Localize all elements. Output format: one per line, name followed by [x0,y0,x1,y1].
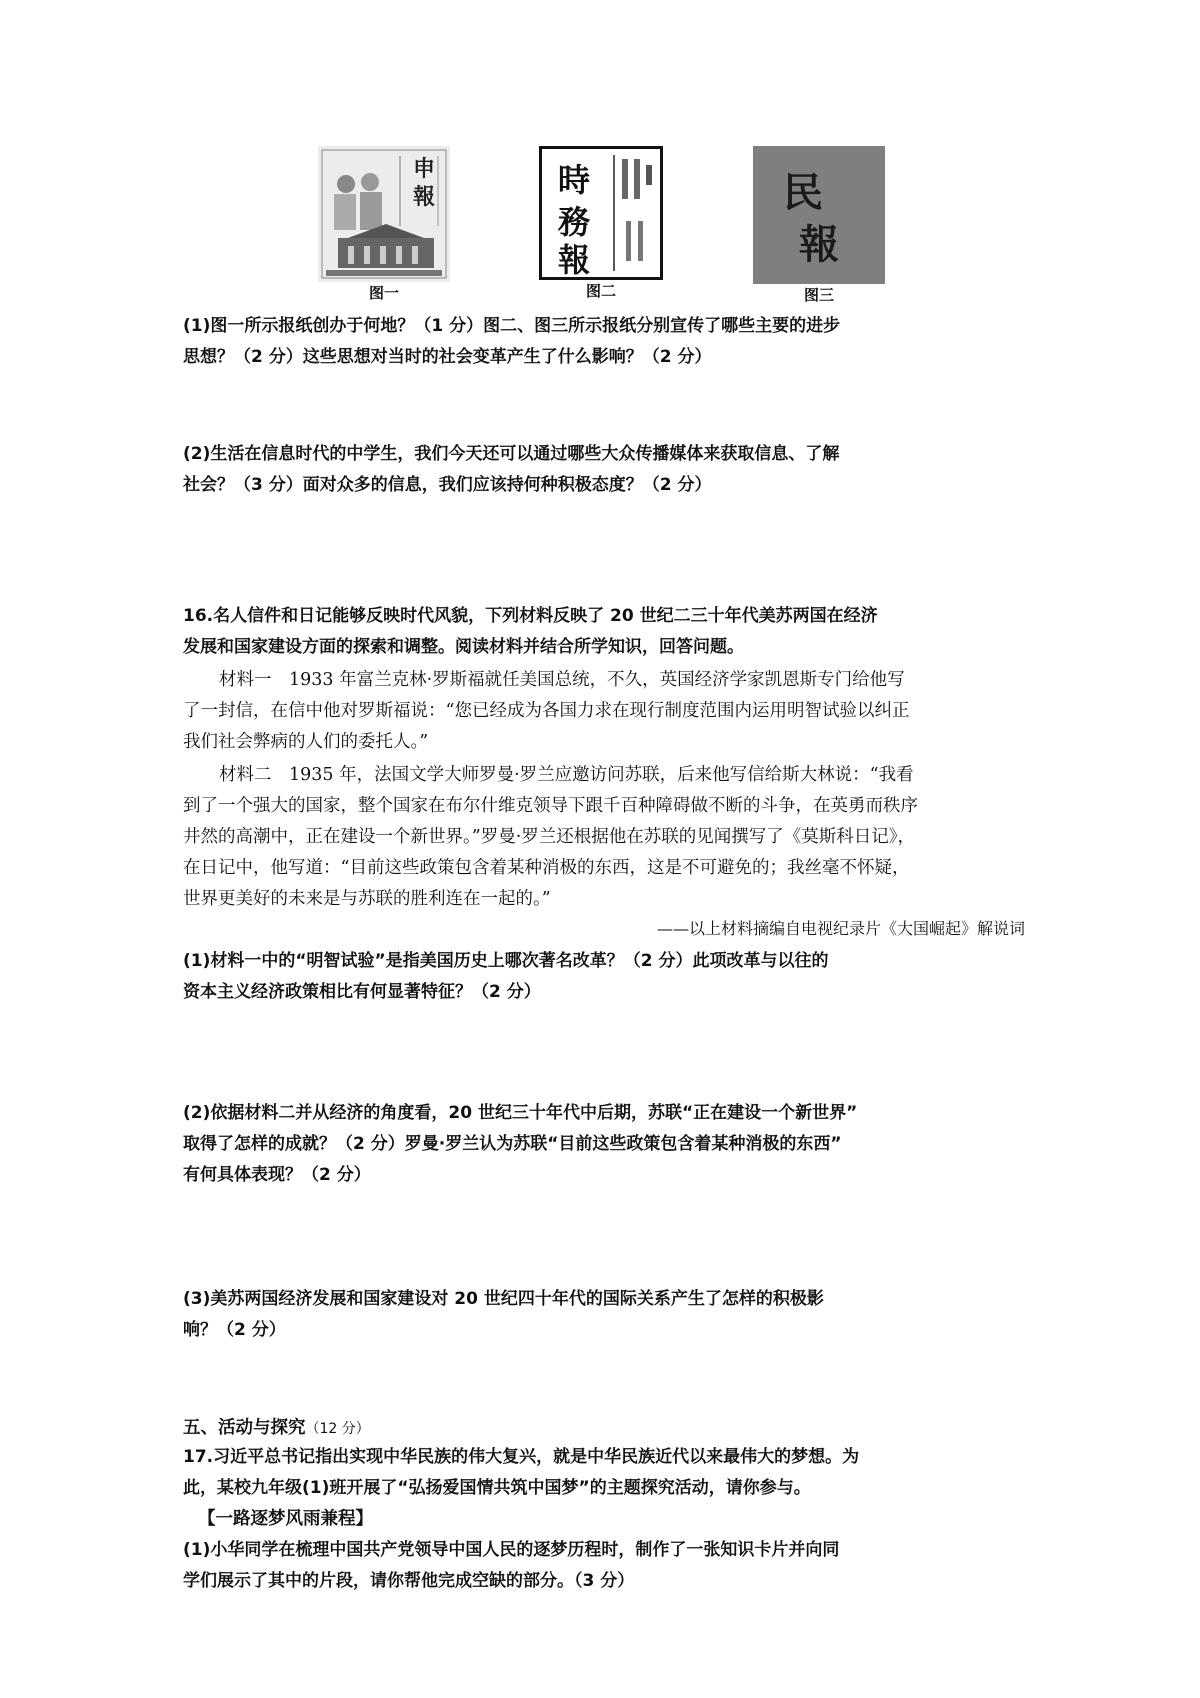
figure-2-caption: 图二 [585,282,616,300]
shenbao-char-2: 報 [413,184,436,210]
figure-3-caption: 图三 [803,286,834,304]
q15-part2-line2: 社会？（3 分）面对众多的信息，我们应该持何种积极态度？（2 分） [183,475,712,495]
shiwubao-char-2: 務 [558,203,591,241]
q17-part1-line2: 学们展示了其中的片段，请你帮他完成空缺的部分。（3 分） [183,1571,635,1591]
q17-intro-line2: 此，某校九年级(1)班开展了“弘扬爱国情共筑中国梦”的主题探究活动，请你参与。 [183,1478,811,1498]
q16-material2-line1: 材料二 1935 年，法国文学大师罗曼·罗兰应邀访问苏联，后来他写信给斯大林说：“我看 [219,765,914,785]
minbao-char-2: 報 [799,221,839,268]
q16-part1-line2: 资本主义经济政策相比有何显著特征？（2 分） [183,982,541,1002]
figure-1-caption: 图一 [368,284,399,302]
q17-intro-line1: 17.习近平总书记指出实现中华民族的伟大复兴，就是中华民族近代以来最伟大的梦想。为 [183,1447,860,1467]
q15-part1-line2: 思想？（2 分）这些思想对当时的社会变革产生了什么影响？（2 分） [183,347,712,367]
q17-subheading: 【一路逐梦风雨兼程】 [198,1509,373,1529]
q16-part2-line2: 取得了怎样的成就？（2 分）罗曼·罗兰认为苏联“目前这些政策包含着某种消极的东西” [183,1134,842,1154]
q15-part2-line1: (2)生活在信息时代的中学生，我们今天还可以通过哪些大众传播媒体来获取信息、了解 [183,444,840,464]
minbao-newspaper-image [753,146,885,284]
q16-material-source: ——以上材料摘编自电视纪录片《大国崛起》解说词 [656,919,1025,938]
q16-material2-line3: 井然的高潮中，正在建设一个新世界。”罗曼·罗兰还根据他在苏联的见闻撰写了《莫斯科日记》， [183,827,916,847]
q16-material2-line5: 世界更美好的未来是与苏联的胜利连在一起的。” [183,889,551,909]
q16-material2-line2: 到了一个强大的国家，整个国家在布尔什维克领导下跟千百种障碍做不断的斗争，在英勇而秩序 [183,796,918,816]
section-5-title: 五、活动与探究 [183,1418,306,1438]
shiwubao-illustration [542,149,660,277]
q16-material1-line3: 我们社会弊病的人们的委托人。” [183,732,429,752]
shenbao-illustration [318,146,450,282]
q16-part2-line3: 有何具体表现？（2 分） [183,1165,371,1185]
q16-material1-line1: 材料一 1933 年富兰克林·罗斯福就任美国总统，不久，英国经济学家凯恩斯专门给他写 [219,670,905,690]
shiwubao-char-3: 報 [558,241,591,277]
q17-part1-line1: (1)小华同学在梳理中国共产党领导中国人民的逐梦历程时，制作了一张知识卡片并向同 [183,1540,840,1560]
q16-intro-line1: 16.名人信件和日记能够反映时代风貌，下列材料反映了 20 世纪二三十年代美苏两国在经济 [183,606,878,626]
minbao-char-1: 民 [783,169,823,216]
shenbao-newspaper-image [318,146,450,282]
shenbao-char-1: 申 [413,156,436,182]
q16-part1-line1: (1)材料一中的“明智试验”是指美国历史上哪次著名改革？（2 分）此项改革与以往的 [183,951,829,971]
shiwubao-newspaper-image [539,146,663,280]
figure-1 [318,146,450,302]
q16-part2-line1: (2)依据材料二并从经济的角度看，20 世纪三十年代中后期，苏联“正在建设一个新世界” [183,1103,858,1123]
q16-material1-line2: 了一封信，在信中他对罗斯福说：“您已经成为各国力求在现行制度范围内运用明智试验以纠正 [183,701,910,721]
q16-part3-line2: 响？（2 分） [183,1320,286,1340]
section-5-points: （12 分） [305,1421,370,1437]
figure-2 [539,146,663,300]
q15-part1-line1: (1)图一所示报纸创办于何地？（1 分）图二、图三所示报纸分别宣传了哪些主要的进步 [183,316,841,336]
q16-intro-line2: 发展和国家建设方面的探索和调整。阅读材料并结合所学知识，回答问题。 [183,637,744,657]
q16-material2-line4: 在日记中，他写道：“目前这些政策包含着某种消极的东西，这是不可避免的；我丝毫不怀疑， [183,858,910,878]
q16-part3-line1: (3)美苏两国经济发展和国家建设对 20 世纪四十年代的国际关系产生了怎样的积极影 [183,1289,824,1309]
shiwubao-char-1: 時 [558,161,591,199]
minbao-illustration [753,146,885,284]
figure-3 [753,146,885,304]
